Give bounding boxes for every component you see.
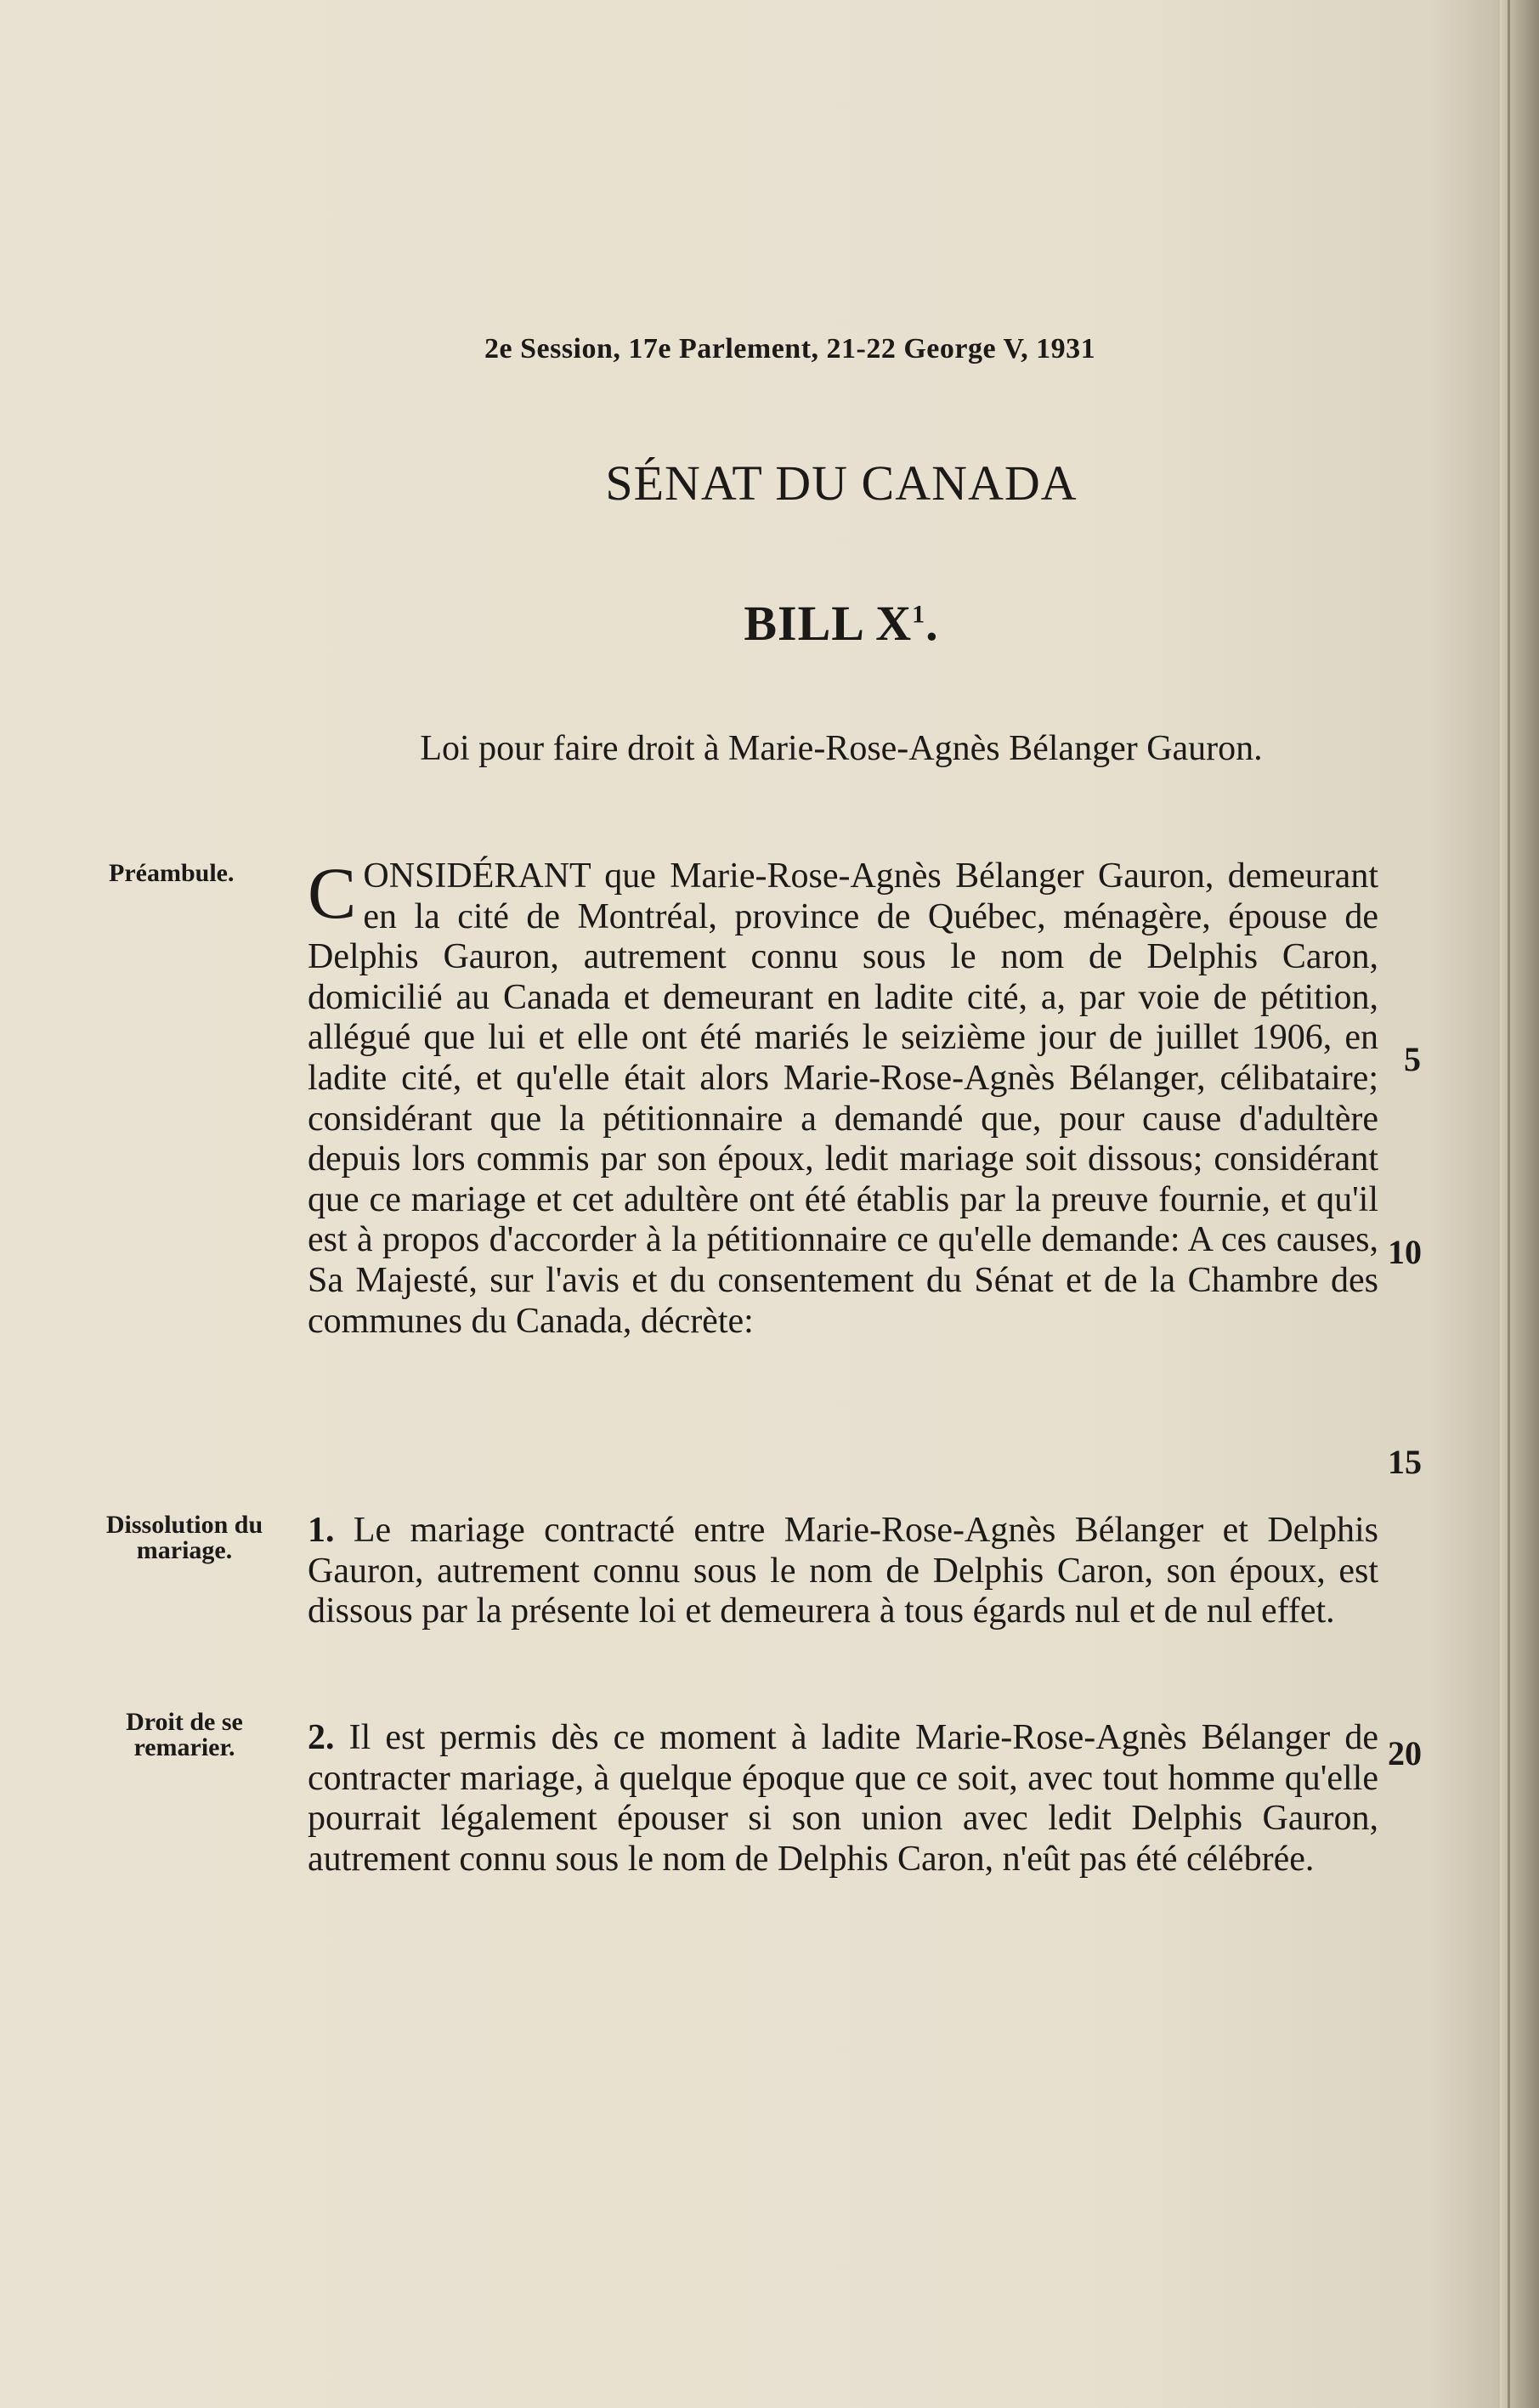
- article-1: [308, 1511, 1378, 1632]
- bill-title-period: .: [925, 596, 939, 651]
- line-number-10: 10: [1388, 1233, 1422, 1271]
- margin-note-remarry: Droit de se remarier.: [126, 1708, 243, 1761]
- line-number-15: 15: [1388, 1443, 1422, 1481]
- article-2: [308, 1718, 1378, 1879]
- line-number-5: 5: [1404, 1040, 1421, 1078]
- article-2-text: Il est permis dès ce moment à ladite Marie-Rose-Agnès Bélanger de contracter mariage, à quelque époque que ce soit, avec tout homme qu'elle pourrait légalement épouser si son union avec ledit Delphis Gauron, autrement connu sous le nom de Delphis Caron, n'eût pas été célébrée.: [308, 1718, 1379, 1879]
- article-1-number: 1.: [308, 1511, 335, 1550]
- article-2-number: 2.: [308, 1718, 335, 1757]
- preamble-paragraph: [308, 852, 1378, 1342]
- page-edge: [1500, 0, 1539, 2408]
- preamble-dropcap: C: [308, 852, 357, 934]
- margin-note-preamble: Préambule.: [109, 859, 235, 887]
- bill-title-text: BILL X: [744, 596, 913, 651]
- page-edge-line: [1508, 0, 1510, 2408]
- bill-subtitle: Loi pour faire droit à Marie-Rose-Agnès Bélanger Gauron.: [420, 729, 1263, 768]
- article-1-text: Le mariage contracté entre Marie-Rose-Agnès Bélanger et Delphis Gauron, autrement connu sous le nom de Delphis Caron, son époux, est dissous par la présente loi et demeurera à tous égards nul et de nul effet.: [308, 1511, 1378, 1631]
- preamble-text: ONSIDÉRANT que Marie-Rose-Agnès Bélanger Gauron, demeurant en la cité de Montréal, province de Québec, ménagère, épouse de Delphis Gauron, autrement connu sous le nom de Delphis Caron, domicilié au Canada et demeurant en ladite cité, a, par voie de pétition, allégué que lui et elle ont été mariés le seizième jour de juillet 1906, en ladite cité, et qu'elle était alors Marie-Rose-Agnès Bélanger, célibataire; considérant que la pétitionnaire a demandé que, pour cause d'adultère depuis lors commis par son époux, ledit mariage soit dissous; considérant que ce mariage et cet adultère ont été établis par la preuve fournie, et qu'il est à propos d'accorder à la pétitionnaire ce qu'elle demande: A ces causes, Sa Majesté, sur l'avis et du consentement du Sénat et de la Chambre des communes du Canada, décrète:: [308, 856, 1378, 1341]
- bill-superscript: 1: [912, 600, 926, 629]
- margin-note-dissolution: Dissolution du mariage.: [105, 1511, 263, 1564]
- senate-title: SÉNAT DU CANADA: [605, 455, 1078, 511]
- session-header: 2e Session, 17e Parlement, 21-22 George V, 1931: [484, 333, 1096, 365]
- line-number-20: 20: [1388, 1734, 1422, 1772]
- bill-title: [476, 595, 1207, 652]
